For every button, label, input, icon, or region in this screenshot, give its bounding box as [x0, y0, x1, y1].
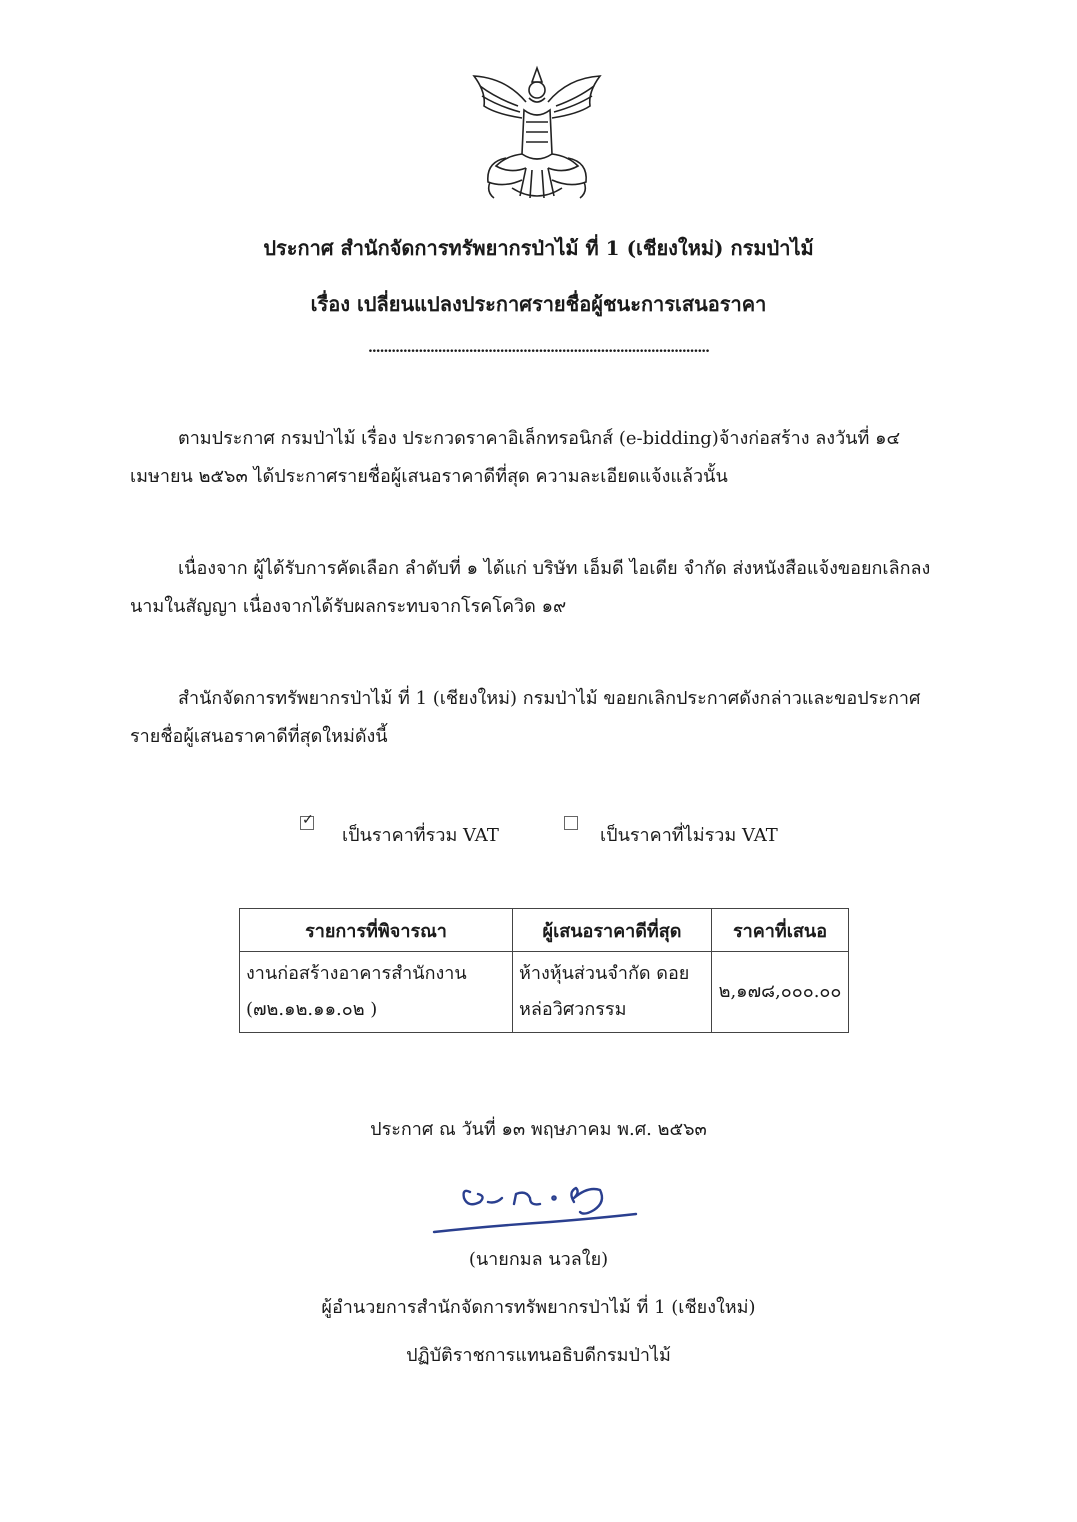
- paragraph-1-text: ตามประกาศ กรมป่าไม้ เรื่อง ประกวดราคาอิเล็กทรอนิกส์ (e-bidding)จ้างก่อสร้าง ลงวันที่ ๑๔ เมษายน ๒๕๖๓ ได้ประกาศรายชื่อผู้เสนอราคาดีที่สุด ความละเอียดแจ้งแล้วนั้น: [130, 428, 901, 487]
- paragraph-new-announcement: [130, 680, 950, 756]
- winning-bid-table: [239, 908, 849, 1033]
- cell-bidder: [513, 952, 712, 1033]
- header-price: ราคาที่เสนอ: [712, 909, 849, 952]
- item-name: งานก่อสร้างอาคารสำนักงาน: [246, 963, 467, 984]
- bidder-name-line-2: หล่อวิศวกรรม: [519, 999, 627, 1020]
- announcement-subject: เรื่อง เปลี่ยนแปลงประกาศรายชื่อผู้ชนะการเสนอราคา: [310, 292, 767, 316]
- paragraph-3-text: สำนักจัดการทรัพยากรป่าไม้ ที่ 1 (เชียงใหม่) กรมป่าไม้ ขอยกเลิกประกาศดังกล่าวและขอประกาศรายชื่อผู้เสนอราคาดีที่สุดใหม่ดังนี้: [130, 688, 921, 747]
- check-mark-icon: ✓: [302, 812, 314, 828]
- table-header-row: [240, 909, 849, 952]
- bidder-name-line-1: ห้างหุ้นส่วนจำกัด ดอย: [519, 963, 690, 984]
- include-vat-checkbox[interactable]: [300, 812, 314, 830]
- table-row: [240, 952, 849, 1033]
- exclude-vat-checkbox[interactable]: [564, 816, 578, 830]
- item-code: (๗๒.๑๒.๑๑.๐๒ ): [246, 999, 378, 1020]
- cell-price: ๒,๑๗๘,๐๐๐.๐๐: [712, 952, 849, 1033]
- signature-image: [430, 1168, 640, 1244]
- signer-position: ผู้อำนวยการสำนักจัดการทรัพยากรป่าไม้ ที่ 1 (เชียงใหม่): [321, 1297, 756, 1318]
- garuda-emblem-icon: [466, 58, 608, 208]
- header-item: รายการที่พิจารณา: [240, 909, 513, 952]
- include-vat-label: เป็นราคาที่รวม VAT: [342, 825, 499, 846]
- acting-for-line: ปฏิบัติราชการแทนอธิบดีกรมป่าไม้: [406, 1345, 671, 1366]
- header-bidder: ผู้เสนอราคาดีที่สุด: [513, 909, 712, 952]
- separator-dots: ........................................................................................: [368, 340, 709, 356]
- announcement-date: ประกาศ ณ วันที่ ๑๓ พฤษภาคม พ.ศ. ๒๕๖๓: [370, 1119, 707, 1140]
- paragraph-reason: [130, 550, 950, 626]
- exclude-vat-label: เป็นราคาที่ไม่รวม VAT: [600, 825, 778, 846]
- signer-name: (นายกมล นวลใย): [468, 1249, 609, 1270]
- cell-item: [240, 952, 513, 1033]
- paragraph-2-text: เนื่องจาก ผู้ได้รับการคัดเลือก ลำดับที่ ๑ ได้แก่ บริษัท เอ็มดี ไอเดีย จำกัด ส่งหนังสือแจ้งขอยกเลิกลงนามในสัญญา เนื่องจากได้รับผลกระทบจากโรคโควิด ๑๙: [130, 558, 931, 617]
- paragraph-previous-announcement: [130, 420, 950, 496]
- announcement-title: ประกาศ สำนักจัดการทรัพยากรป่าไม้ ที่ 1 (เชียงใหม่) กรมป่าไม้: [263, 236, 814, 260]
